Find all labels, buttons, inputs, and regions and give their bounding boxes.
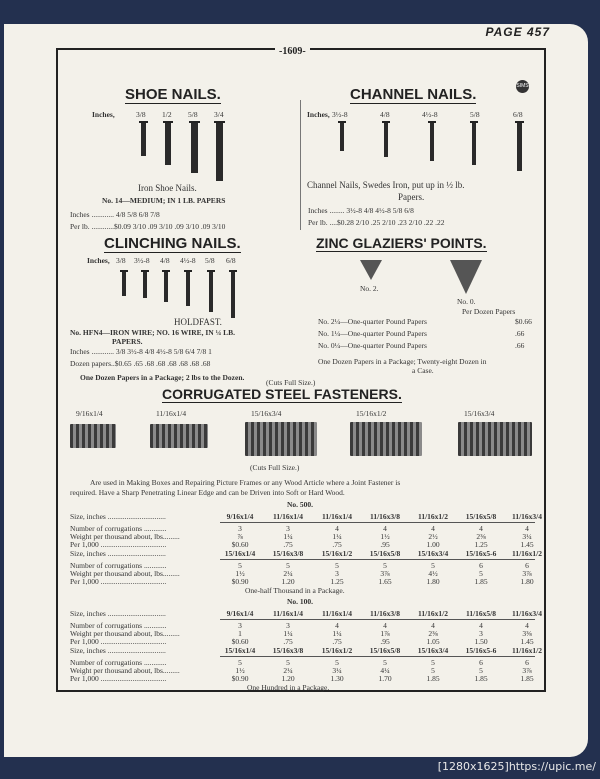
table-row-label: Number of corrugations ............: [70, 658, 167, 667]
shoe-spec: No. 14—MEDIUM; IN 1 LB. PAPERS: [102, 196, 226, 205]
table-cell: 15/16x1/2: [321, 549, 353, 558]
table-rule: [220, 619, 535, 620]
shoe-nail-4: [216, 121, 223, 181]
clinching-inches-label: Inches,: [87, 256, 110, 265]
table-cell: .75: [283, 637, 293, 646]
table-cell: 11/16x5/8: [465, 609, 496, 618]
table-cell: 4: [525, 524, 529, 533]
table-cell: 4: [335, 621, 339, 630]
table-cell: 5: [431, 561, 435, 570]
shoe-inches-label: Inches,: [92, 110, 115, 119]
table-cell: 3: [238, 524, 242, 533]
table-cell: 15/16x5/8: [369, 549, 401, 558]
table-cell: 1.05: [426, 637, 440, 646]
fastener-size-label: 11/16x1/4: [156, 409, 187, 418]
table-cell: 2⅜: [476, 532, 486, 541]
table-cell: 3: [238, 621, 242, 630]
glaziers-point-no2-icon: [360, 260, 382, 280]
clinch-size-label: 5/8: [205, 256, 215, 265]
channel-size-label: 5/8: [470, 110, 480, 119]
table-cell: 1.80: [520, 577, 534, 586]
table-cell: 11/16x1/4: [321, 512, 352, 521]
table-cell: 5: [286, 658, 290, 667]
zinc-row-price: .66: [515, 329, 525, 338]
channel-caption-2: Papers.: [398, 192, 425, 202]
table-cell: 6: [479, 561, 483, 570]
channel-size-label: 3½-8: [332, 110, 348, 119]
brand-logo-icon: SIMS: [516, 80, 529, 93]
table-cell: .95: [380, 540, 390, 549]
channel-nail-1: [340, 121, 344, 151]
zinc-no0-label: No. 0.: [457, 297, 476, 306]
shoe-size-label: 5/8: [188, 110, 198, 119]
table-cell: 1.85: [426, 674, 440, 683]
table-cell: 1½: [235, 569, 245, 578]
table-cell: 4: [431, 524, 435, 533]
clinch-size-label: 4½-8: [180, 256, 196, 265]
table-cell: 11/16x1/2: [511, 549, 542, 558]
table-cell: 15/16x1/2: [321, 646, 353, 655]
fastener-size-label: 15/16x3/4: [464, 409, 495, 418]
corrugated-desc-2: required. Have a Sharp Penetrating Linear Edge and can be Driven into Soft or Hard Wood.: [70, 488, 345, 497]
zinc-points-title: ZINC GLAZIERS' POINTS.: [316, 235, 487, 251]
table-cell: 1.20: [281, 674, 295, 683]
table-cell: 1.25: [474, 540, 488, 549]
table-cell: 11/16x3/4: [511, 512, 542, 521]
table-cell: 2½: [428, 532, 438, 541]
table-row-label: Number of corrugations ............: [70, 621, 167, 630]
page-number: PAGE 457: [485, 25, 550, 39]
table-cell: $0.90: [231, 674, 249, 683]
clinch-nail-6: [231, 270, 235, 318]
shoe-size-label: 3/4: [214, 110, 224, 119]
table-cell: 1.85: [520, 674, 534, 683]
clinch-nail-2: [143, 270, 147, 298]
table-cell: 3: [286, 524, 290, 533]
table-cell: 5: [431, 666, 435, 675]
zinc-row-label: No. 0¼—One-quarter Pound Papers: [318, 341, 427, 350]
zinc-note-2: a Case.: [412, 366, 434, 375]
corrugated-title: CORRUGATED STEEL FASTENERS.: [162, 386, 402, 402]
table-cell: 3⅞: [522, 569, 532, 578]
table-cell: 11/16x3/8: [369, 512, 400, 521]
shoe-caption: Iron Shoe Nails.: [138, 183, 197, 193]
table-cell: 1.20: [281, 577, 295, 586]
table-cell: 15/16x5-6: [465, 646, 497, 655]
fastener-size-label: 15/16x3/4: [251, 409, 282, 418]
table-cell: 15/16x1/4: [224, 549, 256, 558]
table-rule: [220, 522, 535, 523]
table-cell: 4¼: [380, 666, 390, 675]
clinch-size-label: 3½-8: [134, 256, 150, 265]
clinching-caption: HOLDFAST.: [174, 317, 222, 327]
clinch-nail-3: [164, 270, 168, 302]
table-cell: 4: [479, 621, 483, 630]
table-cell: .75: [332, 540, 342, 549]
fastener-size-label: 9/16x1/4: [76, 409, 103, 418]
table-cell: 5: [238, 561, 242, 570]
fastener-size-label: 15/16x1/2: [356, 409, 387, 418]
shoe-price-row: Per lb. ............$0.09 3/10 .09 3/10 .09 3/10 .09 3/10: [70, 222, 226, 231]
table-cell: 4: [383, 524, 387, 533]
table-cell: 5: [431, 658, 435, 667]
table-cell: 11/16x1/4: [272, 512, 303, 521]
table-cell: 1¼: [332, 532, 342, 541]
shoe-nail-2: [165, 121, 171, 165]
table-row-label: Size, inches ...............................: [70, 646, 166, 655]
hundred-note: One Hundred in a Package.: [247, 683, 330, 692]
table-cell: 1.85: [474, 577, 488, 586]
zinc-row-price: $0.66: [515, 317, 532, 326]
table-cell: 15/16x3/8: [272, 549, 304, 558]
clinching-spec-2: PAPERS.: [112, 337, 143, 346]
table-cell: 1½: [235, 666, 245, 675]
table-cell: 4: [525, 621, 529, 630]
table-cell: 6: [525, 658, 529, 667]
table-cell: .95: [380, 637, 390, 646]
table-cell: 1.45: [520, 637, 534, 646]
table-row-label: Per 1,000 ...................................: [70, 674, 167, 683]
table-cell: 15/16x5/8: [369, 646, 401, 655]
shoe-nails-title: SHOE NAILS.: [125, 86, 221, 103]
table-cell: 15/16x5-6: [465, 549, 497, 558]
table-cell: 1.45: [520, 540, 534, 549]
corrugated-fastener-icon: [245, 422, 317, 456]
table-cell: 9/16x1/4: [226, 609, 254, 618]
table-cell: 11/16x1/2: [417, 609, 448, 618]
table-cell: $0.60: [231, 540, 249, 549]
channel-caption-1: Channel Nails, Swedes Iron, put up in ½ lb.: [307, 180, 465, 190]
clinch-size-label: 4/8: [160, 256, 170, 265]
channel-size-label: 4/8: [380, 110, 390, 119]
channel-nails-title: CHANNEL NAILS.: [350, 86, 477, 103]
clinching-spec-1: No. HFN4—IRON WIRE; NO. 16 WIRE, IN ¼ LB.: [70, 328, 235, 337]
channel-nail-2: [384, 121, 388, 157]
zinc-note-1: One Dozen Papers in a Package; Twenty-eight Dozen in: [318, 357, 487, 366]
table-cell: 1: [238, 629, 242, 638]
table-cell: 4: [479, 524, 483, 533]
channel-nail-3: [430, 121, 434, 161]
table-cell: 1½: [380, 532, 390, 541]
clinch-size-label: 3/8: [116, 256, 126, 265]
shoe-inch-row: Inches ............ 4/8 5/8 6/8 7/8: [70, 210, 160, 219]
source-stamp: [1280x1625]https://upic.me/: [437, 760, 596, 773]
table-cell: 1⅞: [380, 629, 390, 638]
table-cell: 5: [383, 561, 387, 570]
zinc-per-dozen: Per Dozen Papers: [462, 307, 516, 316]
table-cell: 5: [383, 658, 387, 667]
table-cell: ⅞: [237, 532, 243, 541]
table-cell: 1¼: [283, 532, 293, 541]
catalog-number: -1609-: [275, 46, 310, 57]
table-row-label: Number of corrugations ............: [70, 524, 167, 533]
corrugated-fastener-icon: [458, 422, 532, 456]
clinching-inch-row: Inches ............ 3/8 3½-8 4/8 4½-8 5/8 6/4 7/8 1: [70, 347, 212, 356]
table-cell: 1.50: [474, 637, 488, 646]
zinc-no2-label: No. 2.: [360, 284, 379, 293]
corrugated-cuts: (Cuts Full Size.): [250, 463, 300, 472]
table-row-label: Per 1,000 ...................................: [70, 577, 167, 586]
channel-price-row: Per lb. ....$0.28 2/10 .25 2/10 .23 2/10 .22 .22: [308, 218, 445, 227]
table-cell: 1.00: [426, 540, 440, 549]
shoe-nail-3: [191, 121, 198, 173]
table-cell: 11/16x3/4: [511, 609, 542, 618]
table-cell: 5: [335, 658, 339, 667]
table-cell: 1.70: [378, 674, 392, 683]
table-cell: 15/16x3/4: [417, 549, 449, 558]
channel-size-label: 4½-8: [422, 110, 438, 119]
table-row-label: Weight per thousand about, lbs.........: [70, 532, 180, 541]
table-cell: 1¼: [332, 629, 342, 638]
table-cell: .75: [283, 540, 293, 549]
table-cell: 2¼: [283, 666, 293, 675]
channel-nail-5: [517, 121, 522, 171]
table-cell: 4: [431, 621, 435, 630]
column-divider: [300, 100, 301, 230]
table-cell: $0.90: [231, 577, 249, 586]
table-cell: 1.65: [378, 577, 392, 586]
table-cell: 11/16x1/4: [272, 609, 303, 618]
clinch-size-label: 6/8: [226, 256, 236, 265]
table-cell: 11/16x1/2: [417, 512, 448, 521]
zinc-row-label: No. 1¼—One-quarter Pound Papers: [318, 329, 427, 338]
channel-inches-label: Inches,: [307, 110, 330, 119]
corrugated-fastener-icon: [150, 424, 208, 448]
table-cell: 6: [479, 658, 483, 667]
corrugated-desc-1: Are used in Making Boxes and Repairing Picture Frames or any Wood Article where a Joint Fastener is: [90, 478, 401, 487]
table-cell: 2⅜: [428, 629, 438, 638]
zinc-row-price: .66: [515, 341, 525, 350]
clinching-note: One Dozen Papers in a Package; 2 lbs to the Dozen.: [80, 373, 245, 382]
table-cell: 11/16x1/2: [511, 646, 542, 655]
table-cell: 15/16x3/4: [417, 646, 449, 655]
shoe-size-label: 1/2: [162, 110, 172, 119]
channel-inch-row: Inches ........ 3½-8 4/8 4½-8 5/8 6/8: [308, 206, 414, 215]
table-cell: $0.60: [231, 637, 249, 646]
table-cell: 3¼: [332, 666, 342, 675]
table-cell: 3: [335, 569, 339, 578]
table-cell: 5: [238, 658, 242, 667]
table-cell: 3⅞: [380, 569, 390, 578]
table-cell: 3¼: [522, 532, 532, 541]
channel-nail-4: [472, 121, 476, 165]
table-cell: .75: [332, 637, 342, 646]
glaziers-point-no0-icon: [450, 260, 482, 294]
table-cell: 5: [286, 561, 290, 570]
table-cell: 5: [479, 666, 483, 675]
table-cell: 4: [335, 524, 339, 533]
table-cell: 4½: [428, 569, 438, 578]
table-row-label: Number of corrugations ............: [70, 561, 167, 570]
table-cell: 15/16x3/8: [272, 646, 304, 655]
table-cell: 9/16x1/4: [226, 512, 254, 521]
table-cell: 3⅜: [522, 629, 532, 638]
table-cell: 1¼: [283, 629, 293, 638]
table-row-label: Weight per thousand about, lbs.........: [70, 629, 180, 638]
table-cell: 1.80: [426, 577, 440, 586]
table-rule: [220, 559, 535, 560]
shoe-size-label: 3/8: [136, 110, 146, 119]
no500-label: No. 500.: [287, 500, 314, 509]
table-cell: 5: [335, 561, 339, 570]
clinching-price-row: Dozen papers..$0.65 .65 .68 .68 .68 .68 .68 .68: [70, 359, 211, 368]
table-row-label: Size, inches ...............................: [70, 512, 166, 521]
table-cell: 5: [479, 569, 483, 578]
table-cell: 3⅞: [522, 666, 532, 675]
shoe-nail-1: [141, 121, 146, 156]
corrugated-fastener-icon: [70, 424, 116, 448]
table-cell: 11/16x3/8: [369, 609, 400, 618]
table-row-label: Size, inches ...............................: [70, 549, 166, 558]
half-thousand-note: One-half Thousand in a Package.: [245, 586, 345, 595]
table-cell: 15/16x1/4: [224, 646, 256, 655]
cuts-full-size-top: (Cuts Full Size.): [266, 378, 316, 387]
table-row-label: Per 1,000 ...................................: [70, 637, 167, 646]
clinch-nail-4: [186, 270, 190, 306]
table-row-label: Weight per thousand about, lbs.........: [70, 666, 180, 675]
table-cell: 15/16x5/8: [465, 512, 497, 521]
table-row-label: Per 1,000 ...................................: [70, 540, 167, 549]
table-rule: [220, 656, 535, 657]
table-cell: 1.85: [474, 674, 488, 683]
table-row-label: Size, inches ...............................: [70, 609, 166, 618]
corrugated-fastener-icon: [350, 422, 422, 456]
table-cell: 2¼: [283, 569, 293, 578]
table-cell: 3: [286, 621, 290, 630]
table-cell: 11/16x1/4: [321, 609, 352, 618]
clinch-nail-5: [209, 270, 213, 312]
table-cell: 4: [383, 621, 387, 630]
table-row-label: Weight per thousand about, lbs.........: [70, 569, 180, 578]
channel-size-label: 6/8: [513, 110, 523, 119]
zinc-row-label: No. 2¼—One-quarter Pound Papers: [318, 317, 427, 326]
table-cell: 1.30: [330, 674, 344, 683]
clinch-nail-1: [122, 270, 126, 296]
clinching-nails-title: CLINCHING NAILS.: [104, 235, 241, 252]
no100-label: No. 100.: [287, 597, 314, 606]
table-cell: 3: [479, 629, 483, 638]
table-cell: 1.25: [330, 577, 344, 586]
table-cell: 6: [525, 561, 529, 570]
